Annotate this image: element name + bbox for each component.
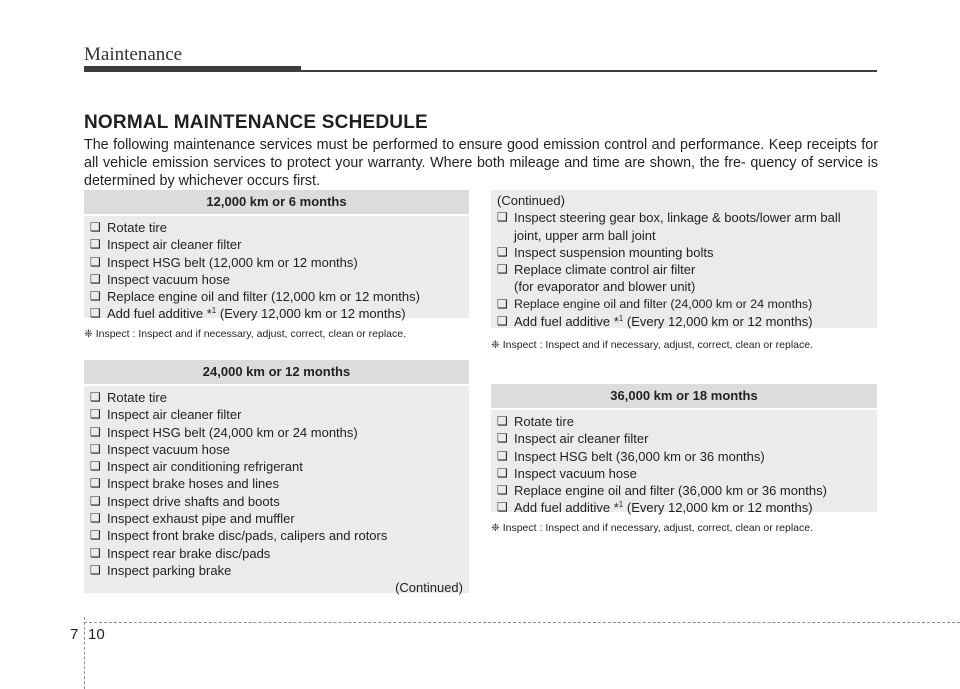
- page-number: 10: [88, 626, 105, 643]
- list-item: ❑ Inspect air conditioning refrigerant: [90, 459, 303, 475]
- checkbox-icon: ❑: [90, 220, 101, 234]
- list-item: ❑ Rotate tire: [497, 414, 574, 429]
- list-item: ❑ Inspect HSG belt (12,000 km or 12 months): [90, 254, 358, 270]
- checkbox-icon: ❑: [90, 459, 101, 474]
- list-item: ❑ Inspect vacuum hose: [497, 465, 637, 481]
- schedule-box-24000km-continued: [491, 190, 877, 328]
- schedule-box-36000km: [491, 384, 877, 516]
- checkbox-icon: ❑: [497, 431, 508, 446]
- checkbox-icon: ❑: [90, 254, 101, 269]
- list-item: ❑ Inspect air cleaner filter: [90, 237, 242, 253]
- list-item: ❑ Replace engine oil and filter (12,000 km or 12 months): [90, 289, 420, 305]
- checkbox-icon: ❑: [90, 493, 101, 508]
- footer-divider: [84, 622, 960, 623]
- checkbox-icon: ❑: [497, 296, 508, 311]
- checkbox-icon: ❑: [90, 237, 101, 252]
- list-item: ❑ Inspect vacuum hose: [90, 441, 230, 457]
- list-item: ❑ Replace climate control air filter: [497, 262, 696, 278]
- list-item-fuel-additive: ❑ Add fuel additive *$^1$ (Every 12,000 km or 12 months): [497, 500, 813, 516]
- header-rule-thin: [301, 70, 877, 72]
- list-item: ❑ Inspect exhaust pipe and muffler: [90, 511, 295, 527]
- list-item: ❑ Inspect brake hoses and lines: [90, 476, 279, 492]
- list-item: ❑ Inspect HSG belt (24,000 km or 24 months): [90, 424, 358, 440]
- footer-vertical-divider: [84, 617, 85, 689]
- list-item: ❑ Replace engine oil and filter (24,000 km or 24 months): [497, 296, 871, 313]
- checkbox-icon: ❑: [497, 262, 508, 277]
- schedule-box-24000km: [84, 360, 469, 596]
- list-item: ❑ Inspect rear brake disc/pads: [90, 545, 271, 561]
- checkbox-icon: ❑: [497, 314, 508, 329]
- list-item: ❑ Rotate tire: [90, 220, 167, 235]
- list-item-fuel-additive: ❑ Add fuel additive *$^1$ (Every 12,000 km or 12 months): [497, 314, 813, 330]
- list-item: ❑ Inspect front brake disc/pads, calipers and rotors: [90, 528, 388, 544]
- checkbox-icon: ❑: [90, 407, 101, 422]
- checkbox-icon: ❑: [90, 306, 101, 321]
- checkbox-icon: ❑: [90, 511, 101, 526]
- list-item: ❑ Inspect air cleaner filter: [90, 407, 242, 423]
- list-item-continuation: (for evaporator and blower unit): [514, 279, 696, 295]
- list-item: ❑ Inspect parking brake: [90, 562, 232, 578]
- list-item-continuation: joint, upper arm ball joint: [514, 227, 656, 243]
- intro-paragraph: The following maintenance services must be performed to ensure good emission control and performance. Keep receipts for all vehicle emission services to protect your warranty. Where both mileage and time are shown, the fre- quency of service is determined by whichever occurs first.: [84, 137, 878, 189]
- list-item: ❑ Replace engine oil and filter (36,000 km or 36 months): [497, 483, 827, 499]
- list-item: ❑ Inspect suspension mounting bolts: [497, 244, 714, 260]
- chapter-number: 7: [70, 626, 79, 643]
- list-item: ❑ Inspect drive shafts and boots: [90, 493, 280, 509]
- checkbox-icon: ❑: [90, 289, 101, 304]
- continued-label: (Continued): [497, 193, 565, 208]
- checkbox-icon: ❑: [90, 562, 101, 577]
- list-item: ❑ Rotate tire: [90, 390, 167, 405]
- list-item-fuel-additive: ❑ Add fuel additive *$^1$ (Every 12,000 km or 12 months): [90, 306, 406, 322]
- checkbox-icon: ❑: [90, 545, 101, 560]
- list-item: ❑ Inspect air cleaner filter: [497, 431, 649, 447]
- checkbox-icon: ❑: [90, 528, 101, 543]
- checkbox-icon: ❑: [90, 424, 101, 439]
- list-item: ❑ Inspect steering gear box, linkage & boots/lower arm ball: [497, 210, 841, 226]
- inspect-note: ❈ Inspect : Inspect and if necessary, adjust, correct, clean or replace.: [491, 339, 814, 351]
- list-item: ❑ Inspect vacuum hose: [90, 271, 230, 287]
- schedule-box-12000km: [84, 190, 469, 322]
- schedule-heading: 36,000 km or 18 months: [491, 384, 877, 410]
- checkbox-icon: ❑: [497, 483, 508, 498]
- page-header-title: Maintenance: [84, 44, 183, 65]
- checkbox-icon: ❑: [497, 448, 508, 463]
- schedule-heading: 24,000 km or 12 months: [84, 360, 469, 386]
- checkbox-icon: ❑: [90, 271, 101, 286]
- checkbox-icon: ❑: [90, 390, 101, 404]
- checkbox-icon: ❑: [497, 465, 508, 480]
- continued-label: (Continued): [395, 580, 463, 596]
- schedule-heading: 12,000 km or 6 months: [84, 190, 469, 216]
- section-title: NORMAL MAINTENANCE SCHEDULE: [84, 112, 428, 133]
- checkbox-icon: ❑: [497, 210, 508, 225]
- inspect-note: ❈ Inspect : Inspect and if necessary, adjust, correct, clean or replace.: [84, 328, 407, 340]
- checkbox-icon: ❑: [497, 244, 508, 259]
- header-rule-thick: [84, 66, 301, 72]
- checkbox-icon: ❑: [497, 414, 508, 428]
- checkbox-icon: ❑: [90, 476, 101, 491]
- inspect-note: ❈ Inspect : Inspect and if necessary, adjust, correct, clean or replace.: [491, 522, 814, 534]
- checkbox-icon: ❑: [90, 441, 101, 456]
- checkbox-icon: ❑: [497, 500, 508, 515]
- list-item: ❑ Inspect HSG belt (36,000 km or 36 months): [497, 448, 765, 464]
